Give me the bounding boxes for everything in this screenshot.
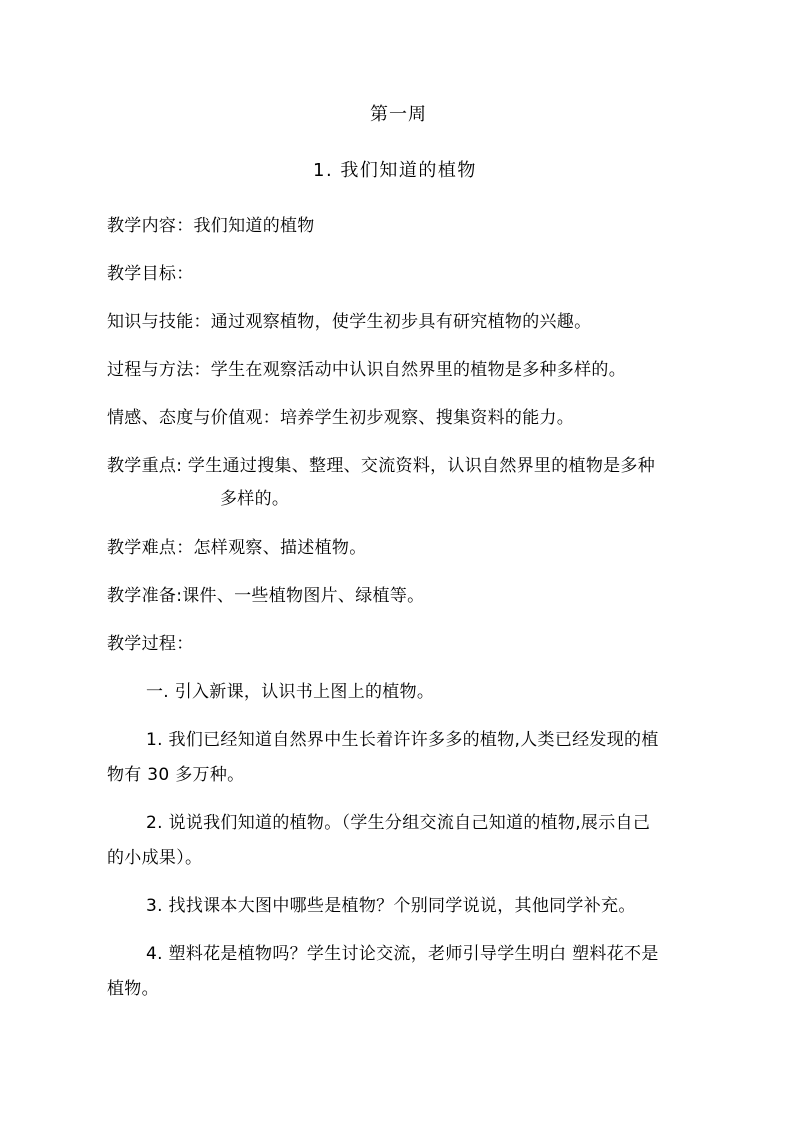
item-1-line-2: 物有 30 多万种。 — [107, 765, 245, 785]
lesson-title: 1. 我们知道的植物 — [313, 160, 477, 181]
item-2-line-1: 2. 说说我们知道的植物。（学生分组交流自己知道的植物,展示自己 — [146, 813, 651, 833]
section-1-heading: 一. 引入新课，认识书上图上的植物。 — [146, 682, 435, 702]
key-points-line-1: 教学重点: 学生通过搜集、整理、交流资料，认识自然界里的植物是多种 — [107, 456, 656, 476]
week-heading: 第一周 — [370, 104, 427, 125]
preparation: 教学准备:课件、一些植物图片、绿植等。 — [107, 586, 425, 606]
knowledge-skills: 知识与技能：通过观察植物，使学生初步具有研究植物的兴趣。 — [107, 312, 592, 332]
teaching-goals-heading: 教学目标： — [107, 264, 194, 284]
process-method: 过程与方法：学生在观察活动中认识自然界里的植物是多种多样的。 — [107, 360, 626, 380]
item-2-line-2: 的小成果）。 — [107, 848, 203, 868]
item-4-line-1: 4. 塑料花是植物吗？学生讨论交流，老师引导学生明白 塑料花不是 — [146, 944, 659, 964]
item-1-line-1: 1. 我们已经知道自然界中生长着许许多多的植物,人类已经发现的植 — [146, 730, 659, 750]
teaching-content: 教学内容：我们知道的植物 — [107, 216, 315, 236]
emotion-values: 情感、态度与价值观：培养学生初步观察、搜集资料的能力。 — [107, 408, 575, 428]
key-points-line-2: 多样的。 — [220, 489, 290, 509]
item-4-line-2: 植物。 — [107, 979, 159, 999]
process-heading: 教学过程： — [107, 634, 194, 654]
difficulties: 教学难点：怎样观察、描述植物。 — [107, 538, 367, 558]
item-3: 3. 找找课本大图中哪些是植物？个别同学说说，其他同学补充。 — [146, 896, 636, 916]
